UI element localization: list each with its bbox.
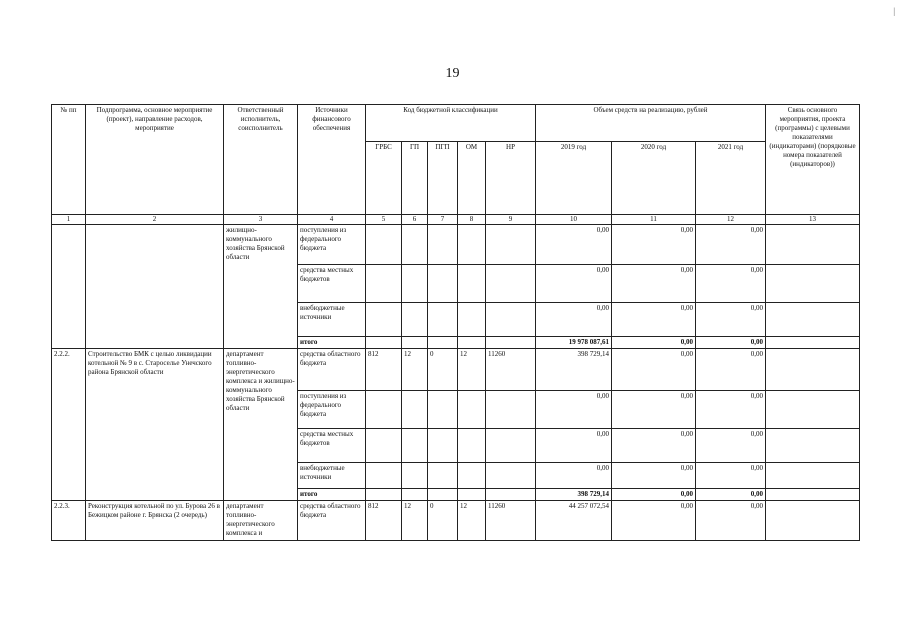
source-cell: средства местных бюджетов (298, 265, 366, 303)
header-2021: 2021 год (696, 142, 766, 215)
amount-2021: 0,00 (696, 349, 766, 391)
amount-2021: 0,00 (696, 429, 766, 463)
executor-cell: департамент топливно-энергетического комплекса и жилищно-коммунального хозяйства Брянской области (224, 349, 298, 501)
column-number: 6 (402, 215, 428, 225)
header-gp: ГП (402, 142, 428, 215)
gp-cell: 12 (402, 349, 428, 391)
amount-2021: 0,00 (696, 225, 766, 265)
item-number: 2.2.3. (52, 501, 86, 541)
amount-2019: 398 729,14 (536, 349, 612, 391)
item-name: Строительство БМК с целью ликвидации котельной № 9 в с. Староселье Унечского района Брянской области (86, 349, 224, 501)
om-cell: 12 (458, 349, 486, 391)
table-row (52, 349, 860, 391)
amount-2019: 0,00 (536, 391, 612, 429)
total-label: итого (298, 337, 366, 349)
column-number: 8 (458, 215, 486, 225)
header-num: № пп (52, 105, 86, 215)
header-volume-group: Объем средств на реализацию, рублей (536, 105, 766, 142)
column-number: 1 (52, 215, 86, 225)
column-number: 9 (486, 215, 536, 225)
grbs-cell: 812 (366, 349, 402, 391)
page-number: 19 (445, 66, 460, 81)
source-cell: внебюджетные источники (298, 303, 366, 337)
total-2019: 19 978 087,61 (536, 337, 612, 349)
amount-2021: 0,00 (696, 265, 766, 303)
total-2019: 398 729,14 (536, 489, 612, 501)
header-executor: Ответственный исполнитель, соисполнитель (224, 105, 298, 215)
corner-mark: | (893, 6, 895, 16)
column-number: 13 (766, 215, 860, 225)
amount-2020: 0,00 (612, 463, 696, 489)
executor-cell: департамент топливно-энергетического комплекса и (224, 501, 298, 541)
item-number: 2.2.2. (52, 349, 86, 501)
amount-2020: 0,00 (612, 391, 696, 429)
executor-cell: жилищно-коммунального хозяйства Брянской области (224, 225, 298, 349)
budget-table (51, 104, 860, 541)
amount-2019: 0,00 (536, 265, 612, 303)
column-number: 2 (86, 215, 224, 225)
amount-2019: 0,00 (536, 225, 612, 265)
header-nr: НР (486, 142, 536, 215)
amount-2019: 44 257 072,54 (536, 501, 612, 541)
amount-2021: 0,00 (696, 463, 766, 489)
header-link: Связь основного мероприятия, проекта (программы) с целевыми показателями (индикаторами) (порядковые номера показателей (индикаторов)) (766, 105, 860, 215)
amount-2019: 0,00 (536, 463, 612, 489)
header-row (52, 105, 860, 142)
source-cell: поступления из федерального бюджета (298, 391, 366, 429)
source-cell: средства областного бюджета (298, 349, 366, 391)
total-label: итого (298, 489, 366, 501)
amount-2021: 0,00 (696, 303, 766, 337)
amount-2020: 0,00 (612, 349, 696, 391)
header-om: ОМ (458, 142, 486, 215)
header-program: Подпрограмма, основное мероприятие (проект), направление расходов, мероприятие (86, 105, 224, 215)
source-cell: поступления из федерального бюджета (298, 225, 366, 265)
total-2021: 0,00 (696, 489, 766, 501)
gp-cell: 12 (402, 501, 428, 541)
table-row (52, 225, 860, 265)
table-row (52, 501, 860, 541)
column-number: 3 (224, 215, 298, 225)
column-number: 11 (612, 215, 696, 225)
header-2020: 2020 год (612, 142, 696, 215)
item-name: Реконструкция котельной по ул. Бурова 26 в Бежицком районе г. Брянска (2 очередь) (86, 501, 224, 541)
column-number: 7 (428, 215, 458, 225)
ppgp-cell: 0 (428, 349, 458, 391)
header-ppgp: ПГП (428, 142, 458, 215)
header-grbs: ГРБС (366, 142, 402, 215)
column-number: 5 (366, 215, 402, 225)
column-number: 12 (696, 215, 766, 225)
source-cell: средства местных бюджетов (298, 429, 366, 463)
column-number: 4 (298, 215, 366, 225)
amount-2020: 0,00 (612, 265, 696, 303)
total-2020: 0,00 (612, 337, 696, 349)
amount-2019: 0,00 (536, 303, 612, 337)
amount-2020: 0,00 (612, 501, 696, 541)
grbs-cell: 812 (366, 501, 402, 541)
total-2021: 0,00 (696, 337, 766, 349)
header-sources: Источники финансового обеспечения (298, 105, 366, 215)
nr-cell: 11260 (486, 349, 536, 391)
amount-2021: 0,00 (696, 391, 766, 429)
header-code-group: Код бюджетной классификации (366, 105, 536, 142)
source-cell: внебюджетные источники (298, 463, 366, 489)
total-2020: 0,00 (612, 489, 696, 501)
amount-2020: 0,00 (612, 225, 696, 265)
amount-2019: 0,00 (536, 429, 612, 463)
amount-2021: 0,00 (696, 501, 766, 541)
amount-2020: 0,00 (612, 303, 696, 337)
ppgp-cell: 0 (428, 501, 458, 541)
nr-cell: 11260 (486, 501, 536, 541)
source-cell: средства областного бюджета (298, 501, 366, 541)
header-2019: 2019 год (536, 142, 612, 215)
om-cell: 12 (458, 501, 486, 541)
column-number-row (52, 215, 860, 225)
column-number: 10 (536, 215, 612, 225)
amount-2020: 0,00 (612, 429, 696, 463)
